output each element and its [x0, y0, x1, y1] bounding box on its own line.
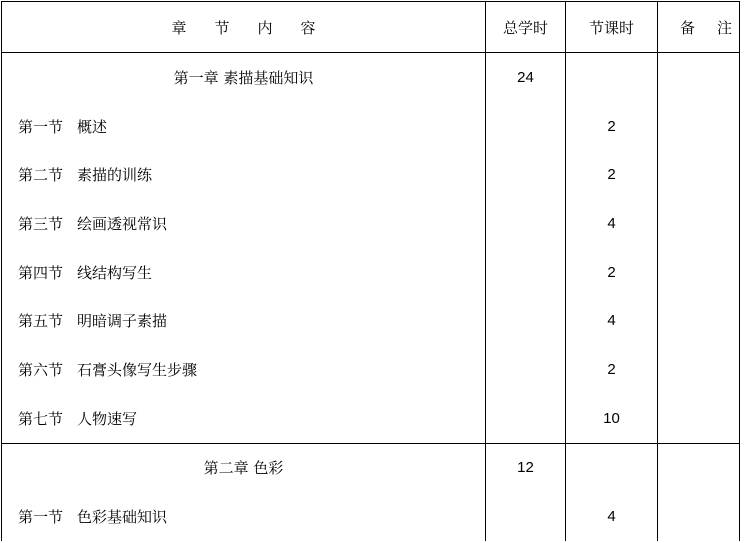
section-hours-cell [566, 443, 658, 492]
section-title-cell [2, 394, 486, 443]
section-title: 明暗调子素描 [77, 312, 168, 331]
remark-cell [658, 248, 740, 297]
section-hours-cell: 10 [566, 394, 658, 443]
section-number: 第二节 [18, 166, 64, 185]
section-title-cell [2, 199, 486, 248]
section-hours-cell: 2 [566, 150, 658, 199]
table-row [2, 296, 740, 345]
section-hours-cell: 4 [566, 296, 658, 345]
header-remarks: 备注 [658, 2, 740, 53]
remark-cell [658, 199, 740, 248]
header-chapter-content: 章节内容 [2, 2, 486, 53]
chapter-title: 第一章 素描基础知识 [2, 53, 486, 102]
section-title: 概述 [77, 117, 108, 136]
section-number: 第七节 [18, 409, 64, 428]
header-section-hours: 节课时 [566, 2, 658, 53]
section-title-cell [2, 492, 486, 541]
remark-cell [658, 345, 740, 394]
remark-cell [658, 443, 740, 492]
table-row [2, 53, 740, 102]
total-hours-cell [486, 199, 566, 248]
table-row [2, 150, 740, 199]
course-schedule-table [1, 1, 754, 541]
total-hours-cell [486, 492, 566, 541]
section-title-cell [2, 102, 486, 151]
header-total-hours: 总学时 [486, 2, 566, 53]
section-title-cell [2, 150, 486, 199]
section-hours-cell [566, 53, 658, 102]
total-hours-cell [486, 248, 566, 297]
section-hours-cell: 4 [566, 492, 658, 541]
section-number: 第六节 [18, 360, 64, 379]
section-title: 色彩基础知识 [77, 508, 168, 527]
chapter-title: 第二章 色彩 [2, 443, 486, 492]
remark-cell [658, 296, 740, 345]
section-number: 第四节 [18, 263, 64, 282]
total-hours-cell [486, 296, 566, 345]
table-row [2, 102, 740, 151]
table-row [2, 199, 740, 248]
total-hours-cell: 12 [486, 443, 566, 492]
section-number: 第五节 [18, 312, 64, 331]
remark-cell [658, 53, 740, 102]
section-hours-cell: 2 [566, 102, 658, 151]
section-title-cell [2, 248, 486, 297]
table-row [2, 345, 740, 394]
section-number: 第一节 [18, 508, 64, 527]
section-title: 素描的训练 [77, 166, 153, 185]
section-number: 第三节 [18, 214, 64, 233]
table-header-row [2, 2, 740, 53]
section-title: 石膏头像写生步骤 [77, 360, 198, 379]
table-row [2, 443, 740, 492]
section-title: 绘画透视常识 [77, 214, 168, 233]
remark-cell [658, 102, 740, 151]
total-hours-cell [486, 394, 566, 443]
total-hours-cell [486, 102, 566, 151]
section-hours-cell: 4 [566, 199, 658, 248]
remark-cell [658, 394, 740, 443]
section-title: 人物速写 [77, 409, 138, 428]
table-row [2, 248, 740, 297]
total-hours-cell [486, 150, 566, 199]
remark-cell [658, 150, 740, 199]
section-title: 线结构写生 [77, 263, 153, 282]
table-row [2, 492, 740, 541]
total-hours-cell: 24 [486, 53, 566, 102]
section-title-cell [2, 345, 486, 394]
section-title-cell [2, 296, 486, 345]
section-hours-cell: 2 [566, 345, 658, 394]
section-number: 第一节 [18, 117, 64, 136]
total-hours-cell [486, 345, 566, 394]
remark-cell [658, 492, 740, 541]
section-hours-cell: 2 [566, 248, 658, 297]
table-row [2, 394, 740, 443]
